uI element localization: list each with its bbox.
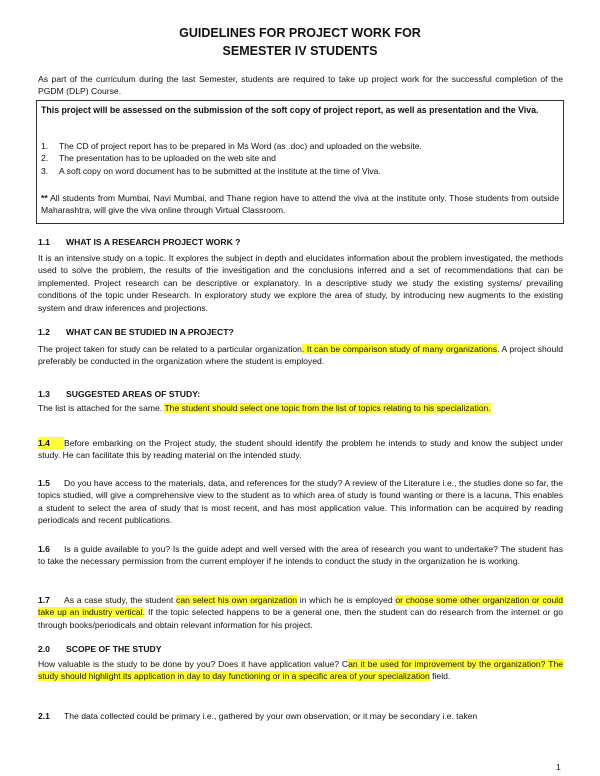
section-2-0-body: How valuable is the study to be done by you? Does it have application value? Can it be used for improvement by the organization? The study should highlight its application in day to day functioning or in a specific area of your specialization field.	[38, 659, 564, 682]
document-title-line-2: SEMESTER IV STUDENTS	[222, 44, 378, 58]
highlight: . It can be comparison study of many organizations	[301, 344, 498, 354]
section-1-1-heading: 1.1 WHAT IS A RESEARCH PROJECT WORK ?	[38, 237, 241, 247]
intro-paragraph: As part of the curriculum during the last Semester, students are required to take up project work for the successful completion of the PGDM (DLP) Course.	[38, 74, 563, 97]
section-1-6-number: 1.6	[38, 544, 50, 554]
section-1-2-heading: 1.2 WHAT CAN BE STUDIED IN A PROJECT?	[38, 327, 234, 337]
section-1-3-heading: 1.3 SUGGESTED AREAS OF STUDY:	[38, 389, 201, 399]
section-2-1-number: 2.1	[38, 711, 50, 721]
section-1-5-number: 1.5	[38, 478, 50, 488]
section-1-7-number: 1.7	[38, 595, 50, 605]
assessment-statement: This project will be assessed on the submission of the soft copy of project report, as well as presentation and the Viva.	[41, 105, 539, 115]
section-2-1-body: 2.1 The data collected could be primary i.e., gathered by your own observation, or it may be secondary i.e. taken	[38, 711, 478, 721]
section-1-1-body: It is an intensive study on a topic. It explores the subject in depth and elucidates information about the problem investigated, the methods used to solve the problem, the results of the investigation and the conclusions inferred and a set of recommendations that can be implemented. Project research can be descriptive or explanatory. In a descriptive study we study the existing systems/ prevailing conditions of the topic under Research. In exploratory study we explore the area of study, by introducing new augments to the existing system and draw inferences and projections.	[38, 253, 563, 313]
section-1-4-body: 1.4 Before embarking on the Project study, the student should identify the problem he intends to study and know the subject under study. He can facilitate this by reading material on the intended study.	[38, 438, 563, 461]
section-1-3-body: The list is attached for the same. The student should select one topic from the list of topics relating to his specialization.	[38, 403, 491, 413]
section-1-4-number: 1.4	[38, 437, 64, 449]
highlight: or choose some other organization or could take up an industry vertical	[38, 595, 563, 618]
section-1-7-body: 1.7 As a case study, the student can select his own organization in which he is employed or choose some other organization or could take up an industry vertical. If the topic selected happens to be a general one, then the student can do research from the internet or go through books/periodicals and obtain relevant information for his project.	[38, 595, 563, 630]
list-item: 3. A soft copy on word document has to be submitted at the institute at the time of Viva.	[41, 165, 381, 176]
section-1-2-body: The project taken for study can be related to a particular organization. It can be comparison study of many organizations. A project should preferably be conducted in the organization where the student is employed.	[38, 344, 563, 367]
viva-note: ** All students from Mumbai, Navi Mumbai, and Thane region have to attend the viva at the institute only. Those students from outside Maharashtra, will give the viva online through Virtual Classroom.	[41, 193, 559, 216]
document-title-line-1: GUIDELINES FOR PROJECT WORK FOR	[179, 26, 421, 40]
highlight: can select his own organization	[176, 595, 298, 605]
highlight: an it be used for improvement by the organization? The study should highlight its application in day to day functioning or in a specific area of your specialization	[38, 659, 564, 682]
section-1-6-body: 1.6 Is a guide available to you? Is the guide adept and well versed with the area of research you want to undertake? The student has to take the necessary permission from the current employer if he intends to conduct the study in the organization he is working.	[38, 544, 563, 567]
list-item: 2. The presentation has to be uploaded on the web site and	[41, 153, 276, 164]
note-asterisks: **	[41, 193, 48, 203]
page-number: 1	[556, 762, 561, 772]
list-item: 1. The CD of project report has to be prepared in Ms Word (as .doc) and uploaded on the website.	[41, 141, 422, 151]
assessment-box	[36, 100, 564, 224]
section-2-0-heading: 2.0 SCOPE OF THE STUDY	[38, 644, 162, 654]
submission-list	[41, 140, 559, 177]
highlight: The student should select one topic from the list of topics relating to his specialization.	[164, 403, 491, 413]
section-1-5-body: 1.5 Do you have access to the materials, data, and references for the study? A review of the Literature i.e., the studies done so far, the topics studied, will give a comprehensive view to the student as to which area of study is found wanting or there is a lacuna. This enables a student to select the area of study that is most recent, and has most application value. This information can be acquired by reading periodicals and recent publications.	[38, 478, 563, 526]
